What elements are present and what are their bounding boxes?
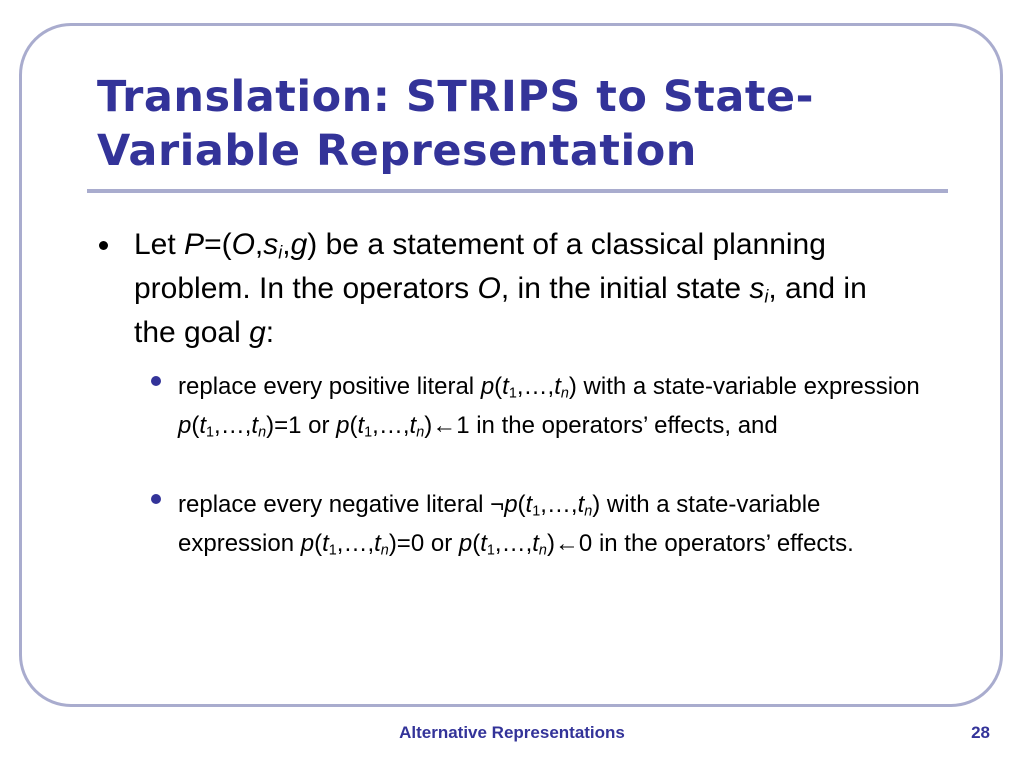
main-bullet-text bbox=[134, 223, 894, 355]
text-run: , in the initial state bbox=[500, 272, 750, 305]
text-run: ,…, bbox=[336, 530, 375, 557]
page-number: 28 bbox=[971, 723, 990, 742]
sub-bullet-dot-icon bbox=[151, 494, 161, 504]
var-t: t bbox=[409, 412, 417, 439]
text-run: ) bbox=[568, 373, 577, 400]
text-run: ( bbox=[517, 491, 526, 518]
var-t: t bbox=[357, 412, 365, 439]
subscript-n: n bbox=[258, 424, 267, 441]
var-O: O bbox=[477, 272, 501, 305]
text-run: ( bbox=[349, 412, 358, 439]
text-run: replace every positive literal bbox=[178, 373, 481, 400]
var-O: O bbox=[231, 228, 255, 261]
var-s: s bbox=[263, 228, 279, 261]
subscript: 1 bbox=[486, 542, 495, 559]
var-p: p bbox=[504, 491, 518, 518]
subscript-n: n bbox=[560, 385, 569, 402]
footer-title: Alternative Representations bbox=[399, 723, 625, 742]
text-run: , bbox=[254, 228, 264, 261]
var-g: g bbox=[249, 316, 266, 349]
text-run: Let bbox=[134, 228, 185, 261]
bullet-dot-icon bbox=[99, 241, 108, 250]
var-t: t bbox=[374, 530, 381, 557]
var-t: t bbox=[199, 412, 207, 439]
var-p: p bbox=[458, 530, 473, 557]
text-run: with a state-variable expression bbox=[178, 491, 821, 557]
var-t: t bbox=[532, 530, 539, 557]
text-run: ,…, bbox=[494, 530, 533, 557]
text-run: ,…, bbox=[540, 491, 578, 518]
text-run: in the operators’ effects, and bbox=[469, 412, 778, 439]
sub-bullet-positive bbox=[178, 367, 928, 445]
var-s: s bbox=[749, 272, 765, 305]
text-run: with a state-variable expression bbox=[576, 373, 920, 400]
subscript-n: n bbox=[380, 542, 389, 559]
subscript: 1 bbox=[364, 424, 373, 441]
var-g: g bbox=[290, 228, 308, 261]
text-run: ( bbox=[494, 373, 503, 400]
var-t: t bbox=[525, 491, 533, 518]
slide-title-line-2: Variable Representation bbox=[97, 126, 697, 176]
text-run: ,…, bbox=[516, 373, 555, 400]
text-run: ( bbox=[191, 412, 200, 439]
var-p: p bbox=[336, 412, 350, 439]
text-run: in the operators’ effects. bbox=[592, 530, 854, 557]
text-run: , and in the goal bbox=[134, 272, 867, 349]
var-p: p bbox=[178, 412, 192, 439]
subscript: 1 bbox=[508, 385, 517, 402]
var-t: t bbox=[322, 530, 329, 557]
var-t: t bbox=[554, 373, 561, 400]
text-run: )←0 bbox=[546, 530, 593, 557]
var-t: t bbox=[577, 491, 585, 518]
text-run: ) be a statement of a classical planning problem. In the operators bbox=[134, 228, 826, 305]
text-run: ) bbox=[592, 491, 601, 518]
slide-title-line-1: Translation: STRIPS to State- bbox=[97, 72, 814, 122]
text-run: ,…, bbox=[214, 412, 252, 439]
var-p: p bbox=[300, 530, 315, 557]
var-P: P bbox=[184, 228, 205, 261]
text-run: )=0 bbox=[388, 530, 425, 557]
text-run: )=1 bbox=[266, 412, 302, 439]
text-run: : bbox=[265, 316, 275, 349]
subscript: 1 bbox=[328, 542, 337, 559]
subscript-n: n bbox=[584, 503, 593, 520]
var-t: t bbox=[251, 412, 259, 439]
subscript-n: n bbox=[538, 542, 547, 559]
var-t: t bbox=[502, 373, 509, 400]
text-run: ( bbox=[472, 530, 481, 557]
text-run: =( bbox=[204, 228, 232, 261]
subscript-i: i bbox=[764, 286, 769, 307]
text-run: or bbox=[301, 412, 337, 439]
text-run: ( bbox=[314, 530, 323, 557]
var-p: p bbox=[480, 373, 495, 400]
text-run: ,…, bbox=[372, 412, 410, 439]
subscript: 1 bbox=[206, 424, 215, 441]
subscript-n: n bbox=[416, 424, 425, 441]
text-run: , bbox=[282, 228, 291, 261]
text-run: replace every negative literal ¬ bbox=[178, 491, 505, 518]
sub-bullet-dot-icon bbox=[151, 376, 161, 386]
text-run: )←1 bbox=[424, 412, 470, 439]
subscript-i: i bbox=[278, 242, 283, 263]
sub-bullet-negative bbox=[178, 485, 928, 563]
text-run: or bbox=[424, 530, 459, 557]
var-t: t bbox=[480, 530, 487, 557]
subscript: 1 bbox=[532, 503, 541, 520]
